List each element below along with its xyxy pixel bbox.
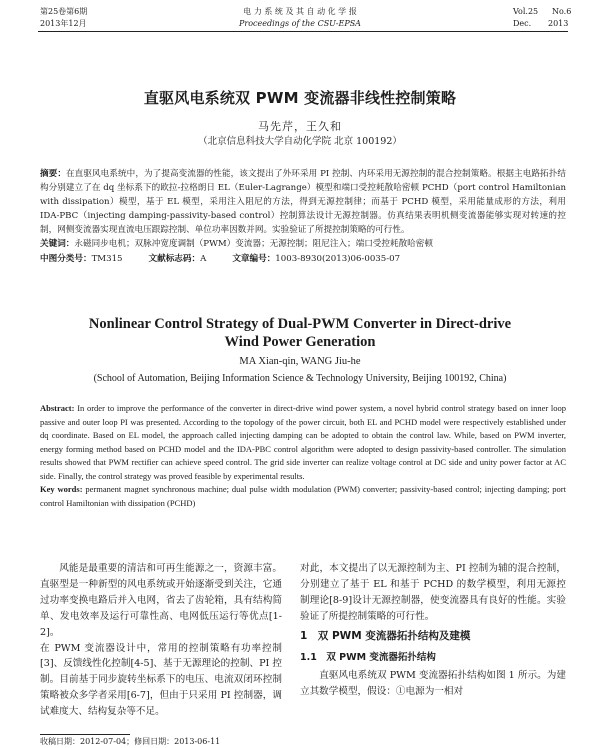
header-journal-en: Proceedings of the CSU-EPSA [239, 19, 361, 28]
cn-abstract-label: 摘要： [40, 169, 66, 179]
header-month-en: Dec. [513, 19, 532, 28]
body-right-column-2: 直驱风电系统双 PWM 变流器拓扑结构如图 1 所示。为建立其数学模型，假设：①电源为一相对 [300, 670, 566, 697]
en-abstract-text: In order to improve the performance of the converter in direct-drive wind power system, a novel hybrid control strategy based on inner loop passive and outer loop PI was presented. According to the topology of the power circuit, both EL and PCHD model were respectively established under dq coordinate. Based on EL model, the approach called injecting damping can be adopted to obtain the control law. While, based on PWM inverter, energy forming method based on PCHD model and the IDA-PBC control algorithm were adopted to design passivity-based controller. The simulation results showed that PWM rectifier can achieve speed control. The grid side inverter can realize voltage control at DC side and unity power factor at AC side. Finally, the control strategy was proved feasible by experimental results. [40, 403, 566, 481]
cn-clc-label: 中图分类号： [40, 253, 92, 264]
en-abstract-block [40, 402, 566, 552]
footnote-rule [40, 734, 130, 735]
en-keywords-label: Key words: [40, 484, 83, 494]
cn-doc-label: 文献标志码： [148, 253, 201, 264]
en-affiliation: (School of Automation, Beijing Information Science & Technology University, Beijing 100192, China) [93, 373, 507, 384]
header-journal-cn: 电 力 系 统 及 其 自 动 化 学 报 [243, 7, 357, 16]
en-title-line2: Wind Power Generation [224, 334, 376, 350]
cn-article-label: 文章编号： [232, 253, 276, 264]
header-rule [38, 31, 568, 32]
cn-title: 直驱风电系统双 PWM 变流器非线性控制策略 [143, 89, 457, 107]
header-date-cn: 2013年12月 [40, 19, 87, 28]
cn-keywords-text: 永磁同步电机；双脉冲宽度调制（PWM）变流器；无源控制；阻尼注入；端口受控耗散哈密顿 [74, 239, 433, 250]
header-year-en: 2013 [548, 19, 569, 28]
en-abstract-label: Abstract: [40, 403, 75, 413]
cn-abstract-block [40, 167, 566, 300]
cn-doc-value: A [200, 253, 207, 264]
section-title: 1 双 PWM 变流器拓扑结构及建模 [300, 630, 471, 642]
header-vol-en: Vol.25 [513, 7, 539, 16]
cn-keywords-label: 关键词： [40, 239, 75, 250]
cn-authors: 马先芹，王久和 [258, 120, 342, 133]
header-volume-issue: 第25卷第6期 [40, 7, 88, 16]
cn-affiliation: （北京信息科技大学自动化学院 北京 100192） [198, 136, 402, 147]
header-no-en: No.6 [552, 7, 572, 16]
body-left-column: 风能是最重要的清洁和可再生能源之一，资源丰富。直驱型是一种新型的风电系统或开始逐渐受到关注，它通过功率变换电路后并入电网，省去了齿轮箱，具有结构简单、发电效率及运行可靠性高、电网低压运行等优点[1-2]。 在 PWM 变流器设计中，常用的控制策略有功率控制[3]、反馈线性化控制[4-5]、基于无源理论的控制、PI 控制。目前基于同步旋转坐标系下的电压、电流双闭环控制策略被众多学者采用[6-7]，但由于只采用 PI 控制器，调试难度大、结构复杂等不足。 [40, 563, 282, 718]
body-right-column: 对此，本文提出了以无源控制为主、PI 控制为辅的混合控制，分别建立了基于 EL 和基于 PCHD 的数学模型，利用无源控制理论[8-9]设计无源控制器，使变流器具有良好的性能。实验验证了所提控制策略的可行性。 [300, 563, 566, 622]
cn-article-value: 1003-8930(2013)06-0035-07 [275, 253, 401, 264]
en-authors: MA Xian-qin, WANG Jiu-he [239, 356, 361, 367]
en-keywords-text: permanent magnet synchronous machine; dual pulse width modulation (PWM) converter; passivity-based control; injecting damping; port control Hamiltonian with dissipation (PCHD) [40, 484, 566, 508]
cn-abstract-text: 在直驱风电系统中，为了提高变流器的性能，该文提出了外环采用 PI 控制、内环采用无源控制的混合控制策略。根据主电路拓扑结构分别建立了在 dq 坐标系下的欧拉-拉格朗日 EL（Euler-Lagrange）模型和端口受控耗散哈密顿 PCHD（port control Hamiltonian with dissipation）模型，基于 EL 模型，采用注入阻尼的方法，得到无源控制律；而基于 PCHD 模型，采用能量成形的方法，利用 IDA-PBC（injecting damping-passivity-based control）控制算法设计无源控制器。仿真结果表明机侧变流器能够实现对转速的控制，网侧变流器实现直流电压跟踪控制、单位功率因数并网。实验验证了所提控制策略的可行性。 [40, 169, 566, 236]
subsection-title: 1.1 双 PWM 变流器拓扑结构 [300, 652, 436, 663]
en-title-line1: Nonlinear Control Strategy of Dual-PWM Converter in Direct-drive [88, 316, 512, 332]
footnote-received: 收稿日期：2012-07-04；修回日期：2013-06-11 [40, 737, 221, 746]
cn-clc-value: TM315 [91, 253, 123, 264]
